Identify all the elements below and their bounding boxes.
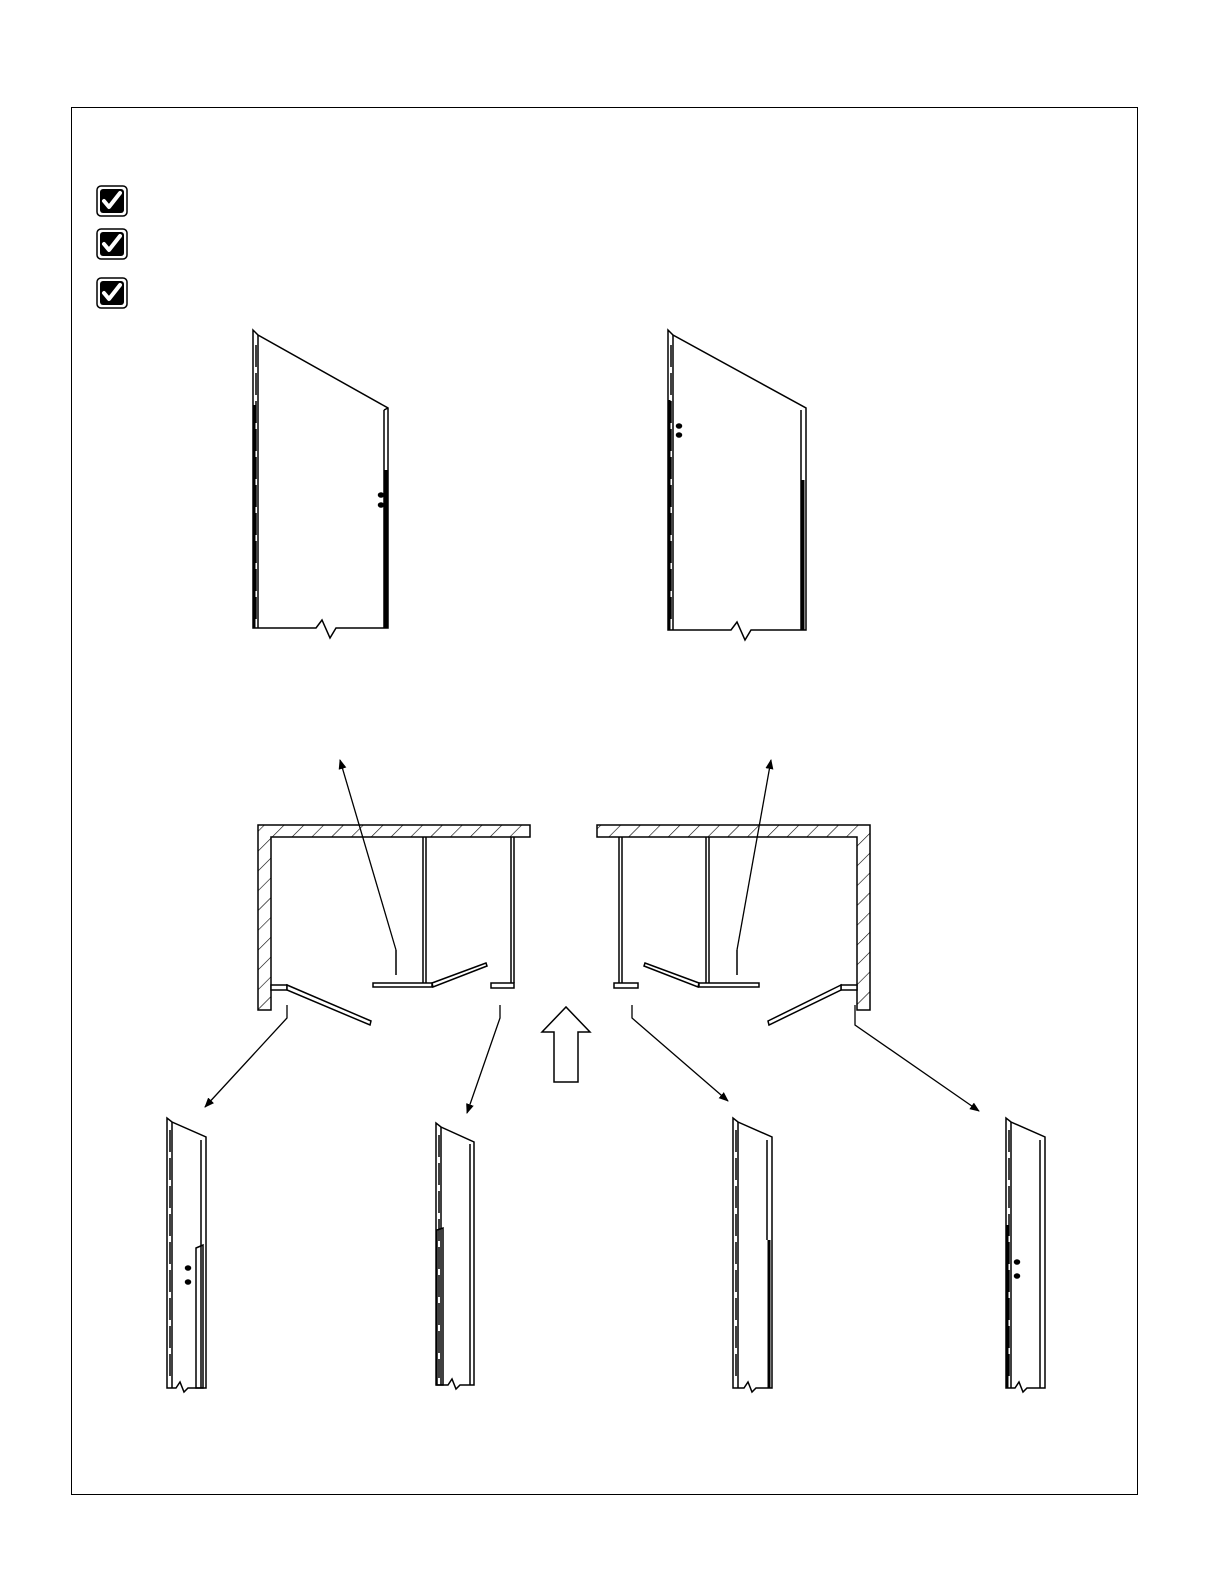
panel-detail-bottom-4 [1006, 1118, 1045, 1392]
panel-detail-bottom-2 [436, 1123, 474, 1389]
panel-detail-bottom-3 [733, 1118, 772, 1392]
panel-detail-top-left [253, 330, 388, 638]
plan-view-left-enclosure [258, 825, 530, 1025]
panel-detail-bottom-1 [167, 1118, 206, 1392]
plan-view-right-enclosure [597, 825, 870, 1025]
panel-detail-top-right [668, 330, 806, 640]
entry-direction-arrow [542, 1007, 590, 1082]
